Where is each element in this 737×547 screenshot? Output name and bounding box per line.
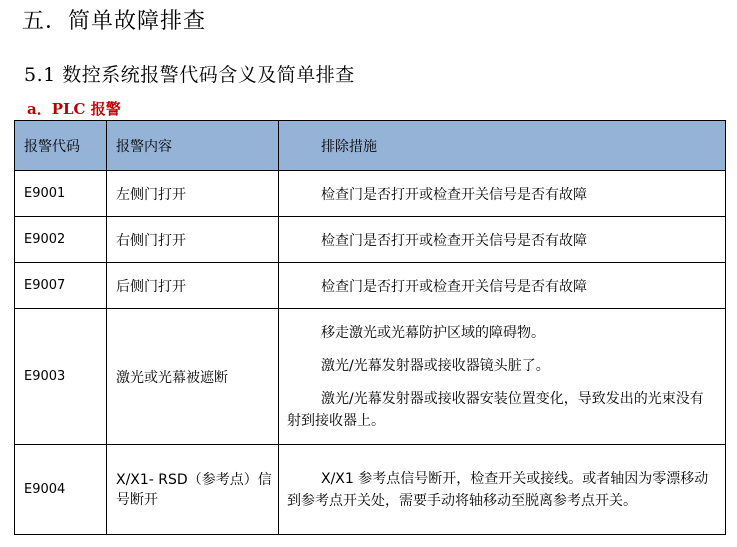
table-row: [15, 309, 726, 445]
table-row: [15, 445, 726, 535]
measure-line: 激光/光幕发射器或接收器安装位置变化，导致发出的光束没有射到接收器上。: [287, 390, 704, 429]
plc-alarm-heading: a．PLC 报警: [27, 100, 121, 118]
alarm-content: 左侧门打开: [107, 171, 279, 217]
alarm-measure: [279, 309, 726, 445]
alarm-code: E9003: [15, 309, 107, 445]
alarm-measure: 检查门是否打开或检查开关信号是否有故障: [279, 171, 726, 217]
header-alarm-code: 报警代码: [15, 121, 107, 171]
alarm-measure: 检查门是否打开或检查开关信号是否有故障: [279, 263, 726, 309]
table-header-row: [15, 121, 726, 171]
subsection-title: 5.1 数控系统报警代码含义及简单排查: [24, 64, 355, 86]
section-title: 五．简单故障排查: [22, 9, 207, 34]
table-row: [15, 171, 726, 217]
alarm-code: E9007: [15, 263, 107, 309]
alarm-content: X/X1- RSD（参考点）信号断开: [107, 445, 279, 535]
measure-line: 激光/光幕发射器或接收器镜头脏了。: [321, 357, 550, 374]
alarm-code: E9002: [15, 217, 107, 263]
alarm-content: 激光或光幕被遮断: [107, 309, 279, 445]
alarm-measure: [279, 445, 726, 535]
alarm-code: E9004: [15, 445, 107, 535]
alarm-content: 后侧门打开: [107, 263, 279, 309]
header-alarm-content: 报警内容: [107, 121, 279, 171]
table-row: [15, 217, 726, 263]
table-row: [15, 263, 726, 309]
alarm-content: 右侧门打开: [107, 217, 279, 263]
measure-line: X/X1 参考点信号断开，检查开关或接线。或者轴因为零漂移动到参考点开关处，需要手动将轴移动至脱离参考点开关。: [287, 470, 709, 509]
measure-line: 移走激光或光幕防护区域的障碍物。: [321, 324, 545, 341]
header-measures: 排除措施: [279, 121, 726, 171]
alarm-table: [14, 120, 726, 535]
alarm-measure: 检查门是否打开或检查开关信号是否有故障: [279, 217, 726, 263]
alarm-code: E9001: [15, 171, 107, 217]
